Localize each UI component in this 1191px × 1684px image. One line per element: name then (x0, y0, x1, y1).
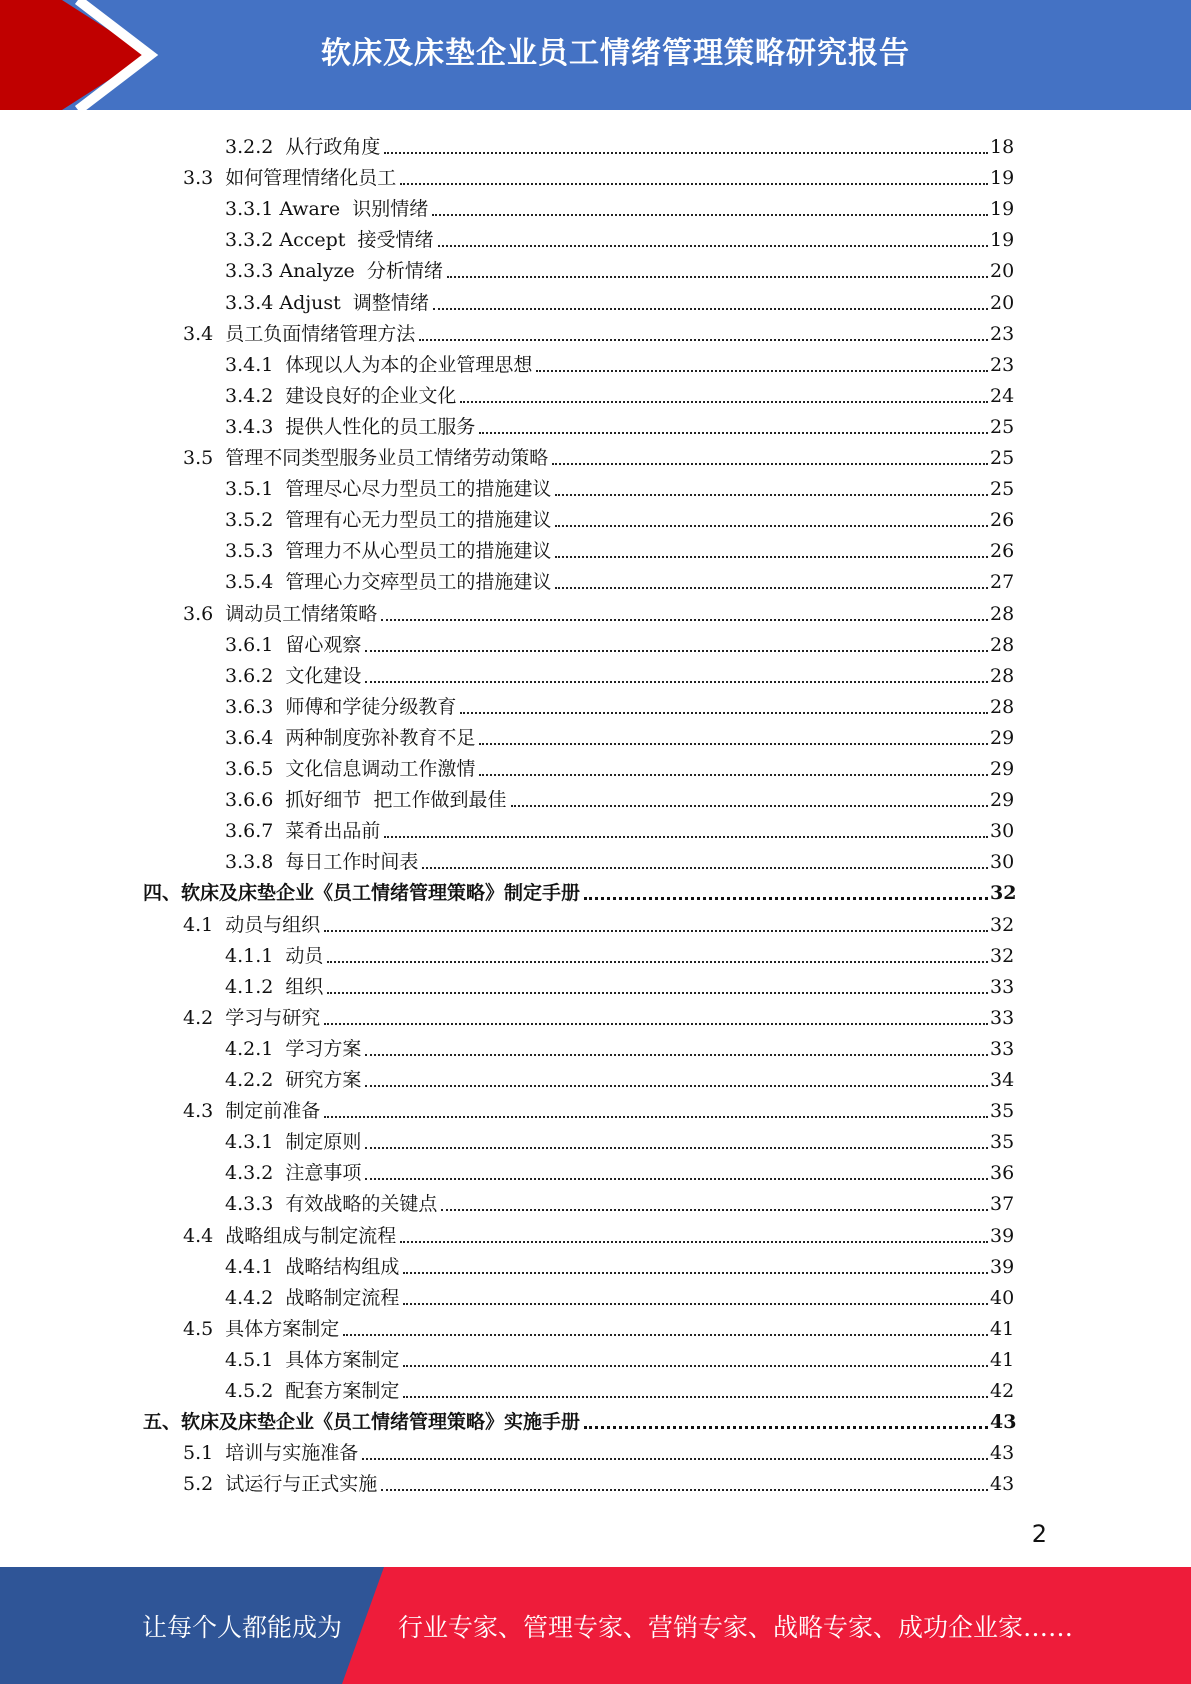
toc-entry-page-number: 19 (990, 229, 1015, 252)
toc-entry-title: 4.1.1 动员 (225, 944, 324, 967)
toc-entry-page-number: 26 (990, 540, 1015, 563)
toc-entry[interactable] (0, 595, 1048, 626)
toc-dot-leader (511, 805, 988, 807)
toc-entry-title: 3.5.1 管理尽心尽力型员工的措施建议 (225, 478, 552, 501)
toc-dot-leader (536, 370, 988, 372)
document-title: 软床及床垫企业员工情绪管理策略研究报告 (321, 36, 910, 71)
toc-entry-page-number: 28 (990, 633, 1015, 656)
toc-entry-page-number: 24 (990, 384, 1015, 407)
toc-entry-page-number: 32 (990, 882, 1017, 905)
toc-entry-page-number: 19 (990, 167, 1015, 190)
toc-entry-page-number: 32 (990, 944, 1015, 967)
toc-entry[interactable] (0, 532, 1048, 563)
toc-dot-leader (365, 1085, 988, 1087)
toc-entry-page-number: 20 (990, 291, 1015, 314)
toc-dot-leader (479, 743, 988, 745)
toc-entry-title: 5.1 培训与实施准备 (183, 1442, 359, 1465)
toc-entry-title: 4.2.2 研究方案 (225, 1069, 362, 1091)
toc-entry[interactable] (0, 750, 1048, 781)
toc-entry-title: 4.4 战略组成与制定流程 (183, 1224, 397, 1247)
toc-entry[interactable] (0, 1372, 1048, 1403)
header-banner (0, 0, 1191, 110)
toc-entry[interactable] (0, 1434, 1048, 1465)
toc-dot-leader (384, 152, 988, 154)
toc-dot-leader (381, 1489, 988, 1491)
toc-entry[interactable] (0, 470, 1048, 501)
toc-entry-title: 4.2.1 学习方案 (225, 1037, 362, 1060)
toc-entry[interactable] (0, 346, 1048, 377)
toc-entry[interactable] (0, 843, 1048, 874)
toc-entry[interactable] (0, 315, 1048, 346)
toc-entry-title: 3.3.8 每日工作时间表 (225, 851, 419, 874)
toc-entry-title: 五、软床及床垫企业《员工情绪管理策略》实施手册 (143, 1411, 581, 1434)
toc-entry-page-number: 23 (990, 353, 1015, 376)
toc-entry-page-number: 40 (990, 1286, 1015, 1309)
toc-entry-page-number: 30 (990, 851, 1015, 874)
toc-entry-title: 3.6 调动员工情绪策略 (183, 602, 378, 625)
toc-entry[interactable] (0, 128, 1048, 159)
toc-dot-leader (365, 1178, 988, 1180)
toc-entry[interactable] (0, 874, 1048, 905)
toc-entry-page-number: 41 (990, 1348, 1015, 1371)
toc-entry-title: 4.3.3 有效战略的关键点 (225, 1193, 438, 1216)
toc-entry[interactable] (0, 1185, 1048, 1216)
toc-dot-leader (403, 1272, 988, 1274)
toc-entry[interactable] (0, 1123, 1048, 1154)
toc-entry[interactable] (0, 968, 1048, 999)
toc-entry-page-number: 43 (990, 1473, 1015, 1496)
toc-entry[interactable] (0, 159, 1048, 190)
toc-entry-title: 4.3.1 制定原则 (225, 1131, 362, 1154)
toc-dot-leader (343, 1334, 988, 1336)
toc-entry-title: 4.2 学习与研究 (183, 1006, 321, 1029)
toc-dot-leader (555, 556, 988, 558)
toc-entry-title: 4.3 制定前准备 (183, 1100, 321, 1123)
toc-dot-leader (324, 930, 988, 932)
toc-entry[interactable] (0, 1217, 1048, 1248)
toc-dot-leader (403, 1396, 988, 1398)
toc-dot-leader (327, 961, 988, 963)
toc-dot-leader (324, 1023, 988, 1025)
toc-entry-title: 4.3.2 注意事项 (225, 1162, 362, 1185)
toc-entry-page-number: 33 (990, 1006, 1015, 1029)
toc-entry[interactable] (0, 377, 1048, 408)
toc-dot-leader (381, 619, 988, 621)
toc-entry-page-number: 25 (990, 478, 1015, 501)
toc-entry-page-number: 39 (990, 1255, 1015, 1278)
toc-entry-page-number: 34 (990, 1069, 1015, 1091)
toc-entry-page-number: 39 (990, 1224, 1015, 1247)
toc-entry-title: 3.4.2 建设良好的企业文化 (225, 384, 457, 407)
toc-dot-leader (400, 1241, 988, 1243)
toc-entry-title: 4.1.2 组织 (225, 975, 324, 998)
toc-entry-title: 3.6.6 抓好细节 把工作做到最佳 (225, 789, 507, 812)
toc-dot-leader (384, 836, 988, 838)
toc-entry-page-number: 30 (990, 820, 1015, 843)
toc-dot-leader (552, 463, 988, 465)
toc-entry[interactable] (0, 999, 1048, 1030)
toc-entry[interactable] (0, 252, 1048, 283)
toc-entry-page-number: 29 (990, 726, 1015, 749)
toc-dot-leader (365, 1054, 988, 1056)
toc-dot-leader (555, 587, 988, 589)
toc-entry-title: 3.3 如何管理情绪化员工 (183, 167, 397, 190)
toc-dot-leader (555, 494, 988, 496)
toc-entry-title: 3.6.7 菜肴出品前 (225, 820, 381, 843)
toc-dot-leader (365, 1147, 988, 1149)
toc-entry-page-number: 27 (990, 571, 1015, 594)
footer-slogan-left: 让每个人都能成为 (142, 1612, 343, 1642)
toc-entry[interactable] (0, 688, 1048, 719)
toc-entry-page-number: 35 (990, 1100, 1015, 1123)
toc-entry[interactable] (0, 501, 1048, 532)
toc-entry[interactable] (0, 190, 1048, 221)
toc-entry-title: 3.4.1 体现以人为本的企业管理思想 (225, 353, 533, 376)
toc-dot-leader (324, 1116, 988, 1118)
toc-entry[interactable] (0, 563, 1048, 594)
toc-dot-leader (400, 183, 988, 185)
toc-entry-title: 3.5.2 管理有心无力型员工的措施建议 (225, 509, 552, 532)
toc-dot-leader (403, 1365, 988, 1367)
toc-entry[interactable] (0, 781, 1048, 812)
toc-entry-page-number: 35 (990, 1131, 1015, 1154)
toc-entry-title: 4.5.1 具体方案制定 (225, 1348, 400, 1371)
toc-entry[interactable] (0, 1030, 1048, 1061)
page-number: 2 (1031, 1520, 1047, 1548)
toc-entry[interactable] (0, 1341, 1048, 1372)
toc-entry-title: 4.5.2 配套方案制定 (225, 1380, 400, 1402)
toc-entry[interactable] (0, 221, 1048, 252)
toc-entry[interactable] (0, 439, 1048, 470)
toc-entry-page-number: 25 (990, 447, 1015, 469)
toc-dot-leader (419, 339, 988, 341)
toc-entry[interactable] (0, 906, 1048, 937)
toc-entry-page-number: 28 (990, 695, 1015, 718)
toc-dot-leader (365, 681, 988, 683)
toc-entry[interactable] (0, 1279, 1048, 1310)
toc-entry-page-number: 36 (990, 1162, 1015, 1185)
toc-entry-page-number: 25 (990, 415, 1015, 438)
toc-entry-title: 四、软床及床垫企业《员工情绪管理策略》制定手册 (143, 882, 581, 905)
toc-entry-page-number: 43 (990, 1442, 1015, 1465)
toc-entry[interactable] (0, 284, 1048, 315)
toc-dot-leader (447, 276, 988, 278)
toc-dot-leader (365, 650, 988, 652)
toc-dot-leader (479, 432, 988, 434)
toc-entry-page-number: 20 (990, 260, 1015, 283)
footer-banner (0, 1567, 1191, 1684)
toc-entry-page-number: 26 (990, 509, 1015, 532)
toc-entry-title: 4.5 具体方案制定 (183, 1317, 340, 1340)
toc-entry-title: 3.5.4 管理心力交瘁型员工的措施建议 (225, 571, 552, 594)
toc-entry[interactable] (0, 812, 1048, 843)
toc-entry-page-number: 42 (990, 1380, 1015, 1402)
toc-dot-leader (403, 1303, 988, 1305)
toc-entry[interactable] (0, 937, 1048, 968)
toc-dot-leader (479, 774, 988, 776)
toc-entry-page-number: 33 (990, 1037, 1015, 1060)
toc-dot-leader (584, 897, 988, 900)
toc-entry-title: 3.6.4 两种制度弥补教育不足 (225, 726, 476, 749)
toc-entry-title: 3.6.2 文化建设 (225, 664, 362, 687)
toc-dot-leader (433, 308, 988, 310)
toc-entry-page-number: 32 (990, 913, 1015, 936)
toc-entry[interactable] (0, 408, 1048, 439)
toc-entry-title: 4.4.1 战略结构组成 (225, 1255, 400, 1278)
toc-entry-page-number: 28 (990, 664, 1015, 687)
toc-entry[interactable] (0, 719, 1048, 750)
toc-dot-leader (362, 1458, 988, 1460)
toc-entry-title: 3.2.2 从行政角度 (225, 136, 381, 158)
toc-dot-leader (438, 245, 988, 247)
toc-entry-page-number: 29 (990, 758, 1015, 780)
toc-dot-leader (584, 1426, 988, 1429)
toc-entry-title: 3.4 员工负面情绪管理方法 (183, 322, 416, 345)
toc-entry-title: 4.1 动员与组织 (183, 913, 321, 936)
toc-dot-leader (432, 214, 988, 216)
toc-entry-title: 3.5 管理不同类型服务业员工情绪劳动策略 (183, 447, 549, 469)
toc-entry-page-number: 33 (990, 975, 1015, 998)
toc-entry[interactable] (0, 1092, 1048, 1123)
toc-entry-page-number: 29 (990, 789, 1015, 812)
toc-entry-title: 3.4.3 提供人性化的员工服务 (225, 415, 476, 438)
toc-entry[interactable] (0, 1403, 1048, 1434)
toc-entry-title: 3.6.5 文化信息调动工作激情 (225, 758, 476, 780)
toc-entry[interactable] (0, 1248, 1048, 1279)
toc-entry[interactable] (0, 657, 1048, 688)
toc-entry-title: 3.6.3 师傅和学徒分级教育 (225, 695, 457, 718)
toc-entry-page-number: 19 (990, 198, 1015, 221)
toc-entry-title: 3.3.2 Accept 接受情绪 (225, 229, 434, 252)
toc-entry-title: 3.6.1 留心观察 (225, 633, 362, 656)
toc-dot-leader (555, 525, 988, 527)
toc-dot-leader (441, 1209, 988, 1211)
toc-dot-leader (327, 992, 988, 994)
toc-entry-title: 3.5.3 管理力不从心型员工的措施建议 (225, 540, 552, 563)
toc-entry[interactable] (0, 626, 1048, 657)
toc-entry-page-number: 23 (990, 322, 1015, 345)
toc-entry[interactable] (0, 1465, 1048, 1496)
toc-dot-leader (422, 867, 988, 869)
toc-entry-title: 5.2 试运行与正式实施 (183, 1473, 378, 1496)
toc-entry-title: 3.3.3 Analyze 分析情绪 (225, 260, 443, 283)
footer-slogan-right: 行业专家、管理专家、营销专家、战略专家、成功企业家…… (398, 1612, 1074, 1642)
toc-entry[interactable] (0, 1310, 1048, 1341)
toc-entry[interactable] (0, 1061, 1048, 1092)
toc-entry-page-number: 43 (990, 1411, 1017, 1434)
toc-entry-page-number: 28 (990, 602, 1015, 625)
toc-dot-leader (460, 712, 988, 714)
toc-entry-title: 3.3.1 Aware 识别情绪 (225, 198, 429, 221)
toc-entry-title: 4.4.2 战略制定流程 (225, 1286, 400, 1309)
toc-entry-page-number: 37 (990, 1193, 1015, 1216)
toc-entry-page-number: 41 (990, 1317, 1015, 1340)
toc-entry-title: 3.3.4 Adjust 调整情绪 (225, 291, 429, 314)
toc-entry[interactable] (0, 1154, 1048, 1185)
toc-entry-page-number: 18 (990, 136, 1015, 158)
toc-dot-leader (460, 401, 988, 403)
